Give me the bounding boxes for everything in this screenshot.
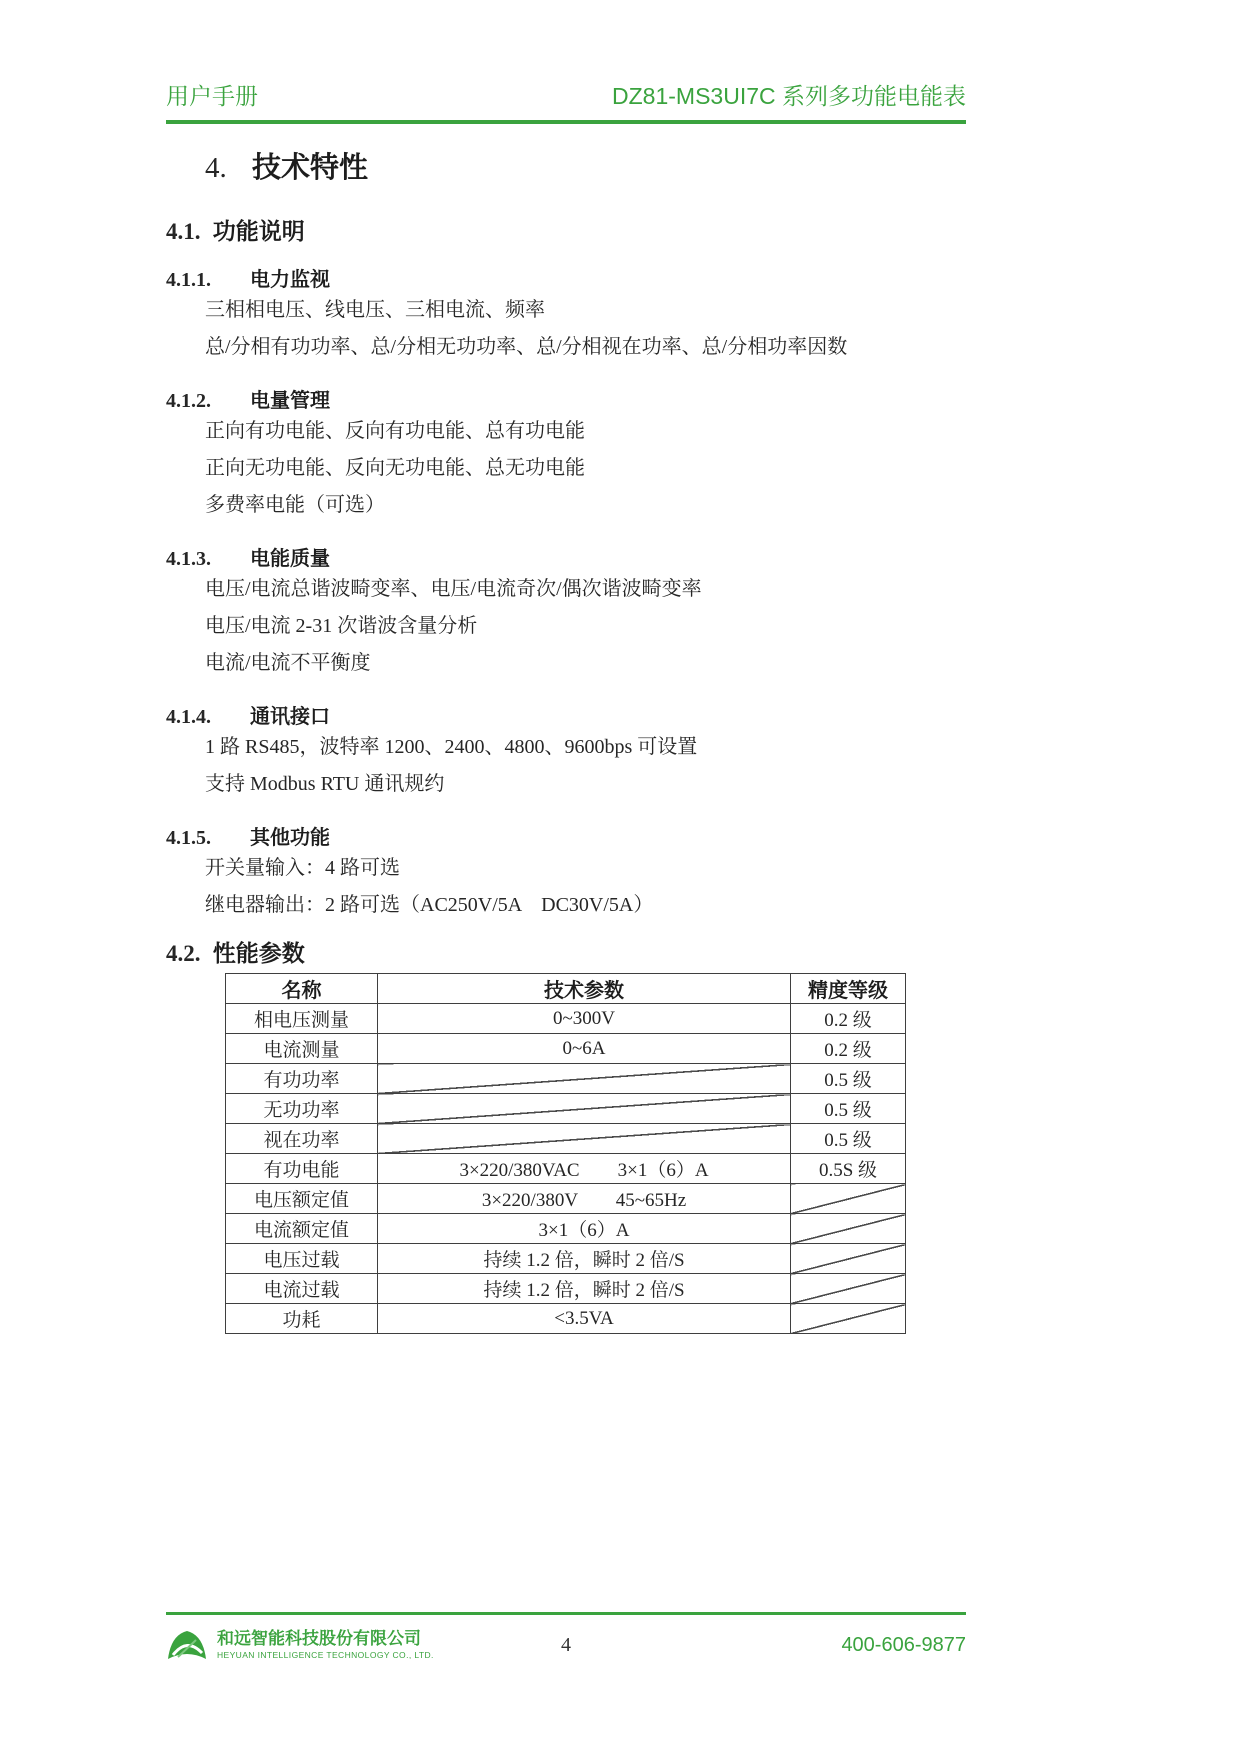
table-cell: 电流额定值 (226, 1214, 378, 1244)
spec-table (225, 973, 906, 1334)
body-line: 多费率电能（可选） (205, 494, 385, 516)
table-cell: 3×220/380VAC 3×1（6）A (378, 1154, 791, 1184)
subsection-label: 电力监视 (250, 269, 330, 291)
table-cell: 持续 1.2 倍，瞬时 2 倍/S (378, 1244, 791, 1274)
section-number: 4.2. (166, 941, 201, 966)
table-cell: 视在功率 (226, 1124, 378, 1154)
phone-number: 400-606-9877 (841, 1633, 966, 1656)
table-cell: 3×220/380V 45~65Hz (378, 1184, 791, 1214)
table-row (226, 1304, 906, 1334)
subsection-4-1-5 (166, 826, 966, 924)
subsection-label: 通讯接口 (250, 706, 330, 728)
company-name-en: HEYUAN INTELLIGENCE TECHNOLOGY CO., LTD. (217, 1650, 434, 1660)
page-number: 4 (561, 1633, 571, 1656)
table-row (226, 1244, 906, 1274)
company-name-cn: 和远智能科技股份有限公司 (217, 1629, 421, 1648)
table-cell: 相电压测量 (226, 1004, 378, 1034)
header-right-title: DZ81-MS3UI7C 系列多功能电能表 (612, 83, 966, 109)
subsection-number: 4.1.1. (166, 269, 211, 291)
table-header-row (226, 974, 906, 1004)
subsection-heading (166, 547, 966, 571)
page-footer (166, 1612, 966, 1662)
table-cell: 3×1（6）A (378, 1214, 791, 1244)
table-row (226, 1064, 906, 1094)
table-cell-struck (378, 1124, 791, 1154)
table-cell: 0.5 级 (791, 1094, 906, 1124)
table-cell: 0.5 级 (791, 1064, 906, 1094)
table-cell: 0.2 级 (791, 1034, 906, 1064)
header-left-title: 用户手册 (166, 83, 258, 109)
body-line: 正向无功电能、反向无功电能、总无功电能 (205, 457, 585, 479)
company-logo-icon (166, 1628, 208, 1662)
body-line: 电流/电流不平衡度 (205, 652, 371, 674)
subsection-4-1-4 (166, 705, 966, 803)
table-row (226, 1124, 906, 1154)
section-heading-4-2 (166, 940, 966, 967)
table-row (226, 1154, 906, 1184)
table-row (226, 1274, 906, 1304)
body-line: 1 路 RS485，波特率 1200、2400、4800、9600bps 可设置 (205, 736, 698, 758)
table-cell: 0.5 级 (791, 1124, 906, 1154)
table-cell-struck (791, 1184, 906, 1214)
table-cell: 有功功率 (226, 1064, 378, 1094)
subsection-4-1-3 (166, 547, 966, 682)
body-line: 继电器输出：2 路可选（AC250V/5A DC30V/5A） (205, 894, 654, 916)
body-line: 正向有功电能、反向有功电能、总有功电能 (205, 420, 585, 442)
table-cell-struck (791, 1244, 906, 1274)
subsection-heading (166, 389, 966, 413)
body-line: 三相相电压、线电压、三相电流、频率 (205, 299, 545, 321)
section-label: 功能说明 (212, 218, 305, 244)
table-row (226, 1184, 906, 1214)
table-header-cell: 名称 (226, 974, 378, 1004)
table-cell: 0.5S 级 (791, 1154, 906, 1184)
body-line: 支持 Modbus RTU 通讯规约 (205, 773, 445, 795)
subsection-label: 电能质量 (250, 548, 330, 570)
footer-company-block (166, 1628, 561, 1662)
table-row (226, 1094, 906, 1124)
section-label: 性能参数 (212, 940, 305, 966)
subsection-number: 4.1.2. (166, 390, 211, 412)
table-cell: 0.2 级 (791, 1004, 906, 1034)
table-row (226, 1004, 906, 1034)
body-line: 开关量输入：4 路可选 (205, 857, 400, 879)
table-cell-struck (378, 1094, 791, 1124)
subsection-heading (166, 705, 966, 729)
table-cell: 电流过载 (226, 1274, 378, 1304)
table-cell: 功耗 (226, 1304, 378, 1334)
subsection-heading (166, 268, 966, 292)
body-line: 总/分相有功功率、总/分相无功功率、总/分相视在功率、总/分相功率因数 (205, 336, 848, 358)
subsection-number: 4.1.4. (166, 706, 211, 728)
body-line: 电压/电流 2-31 次谐波含量分析 (205, 615, 478, 637)
table-cell: 0~300V (378, 1004, 791, 1034)
table-row (226, 1214, 906, 1244)
table-cell: 持续 1.2 倍，瞬时 2 倍/S (378, 1274, 791, 1304)
table-row (226, 1034, 906, 1064)
table-cell: <3.5VA (378, 1304, 791, 1334)
table-cell-struck (378, 1064, 791, 1094)
table-header-cell: 精度等级 (791, 974, 906, 1004)
subsection-number: 4.1.5. (166, 827, 211, 849)
table-cell-struck (791, 1304, 906, 1334)
table-cell: 无功功率 (226, 1094, 378, 1124)
table-cell-struck (791, 1214, 906, 1244)
chapter-label: 技术特性 (252, 152, 369, 184)
subsection-label: 其他功能 (250, 827, 330, 849)
subsection-number: 4.1.3. (166, 548, 211, 570)
subsection-4-1-1 (166, 268, 966, 366)
chapter-title (205, 150, 966, 186)
subsection-label: 电量管理 (250, 390, 330, 412)
table-cell: 有功电能 (226, 1154, 378, 1184)
subsection-heading (166, 826, 966, 850)
section-heading-4-1 (166, 218, 966, 245)
section-number: 4.1. (166, 219, 201, 244)
table-cell: 电压额定值 (226, 1184, 378, 1214)
table-cell: 电压过载 (226, 1244, 378, 1274)
page-body (166, 117, 966, 1334)
table-cell-struck (791, 1274, 906, 1304)
table-cell: 电流测量 (226, 1034, 378, 1064)
table-cell: 0~6A (378, 1034, 791, 1064)
body-line: 电压/电流总谐波畸变率、电压/电流奇次/偶次谐波畸变率 (205, 578, 702, 600)
chapter-number: 4. (205, 152, 227, 184)
table-header-cell: 技术参数 (378, 974, 791, 1004)
subsection-4-1-2 (166, 389, 966, 524)
